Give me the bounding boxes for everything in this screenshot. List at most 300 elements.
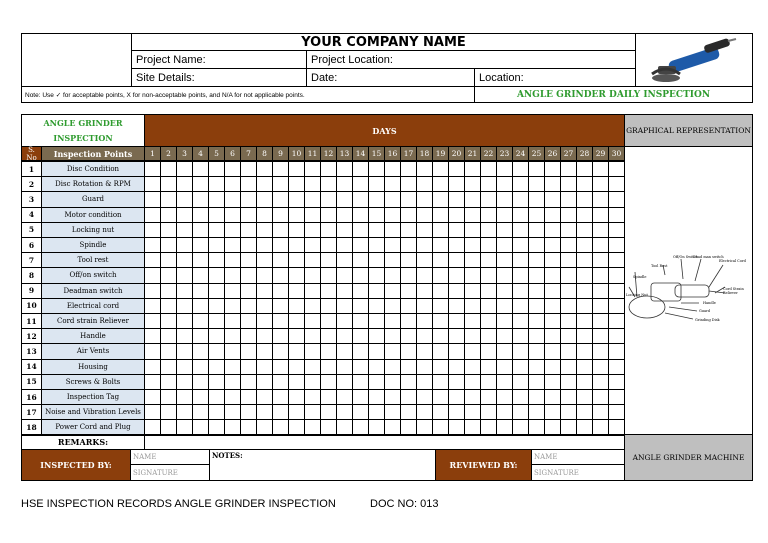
check-cell[interactable]	[560, 298, 577, 314]
check-cell[interactable]	[256, 298, 273, 314]
check-cell[interactable]	[432, 389, 449, 405]
check-cell[interactable]	[560, 328, 577, 344]
check-cell[interactable]	[416, 359, 433, 375]
check-cell[interactable]	[432, 374, 449, 390]
check-cell[interactable]	[576, 176, 593, 192]
check-cell[interactable]	[208, 283, 225, 299]
check-cell[interactable]	[288, 207, 305, 223]
check-cell[interactable]	[176, 374, 193, 390]
check-cell[interactable]	[464, 267, 481, 283]
check-cell[interactable]	[272, 252, 289, 268]
check-cell[interactable]	[368, 374, 385, 390]
check-cell[interactable]	[448, 237, 465, 253]
check-cell[interactable]	[336, 191, 353, 207]
check-cell[interactable]	[320, 389, 337, 405]
check-cell[interactable]	[208, 374, 225, 390]
check-cell[interactable]	[192, 374, 209, 390]
check-cell[interactable]	[496, 222, 513, 238]
inspector-name-field[interactable]	[130, 449, 210, 465]
check-cell[interactable]	[592, 222, 609, 238]
check-cell[interactable]	[352, 283, 369, 299]
check-cell[interactable]	[416, 176, 433, 192]
check-cell[interactable]	[560, 161, 577, 177]
check-cell[interactable]	[448, 374, 465, 390]
check-cell[interactable]	[592, 404, 609, 420]
check-cell[interactable]	[224, 161, 241, 177]
check-cell[interactable]	[560, 359, 577, 375]
check-cell[interactable]	[240, 176, 257, 192]
check-cell[interactable]	[336, 283, 353, 299]
check-cell[interactable]	[256, 404, 273, 420]
check-cell[interactable]	[352, 343, 369, 359]
check-cell[interactable]	[528, 404, 545, 420]
check-cell[interactable]	[240, 283, 257, 299]
check-cell[interactable]	[144, 283, 161, 299]
check-cell[interactable]	[352, 328, 369, 344]
check-cell[interactable]	[448, 267, 465, 283]
check-cell[interactable]	[304, 237, 321, 253]
check-cell[interactable]	[496, 389, 513, 405]
check-cell[interactable]	[448, 283, 465, 299]
check-cell[interactable]	[272, 191, 289, 207]
check-cell[interactable]	[400, 161, 417, 177]
site-details-field[interactable]	[131, 68, 307, 87]
check-cell[interactable]	[336, 343, 353, 359]
check-cell[interactable]	[384, 359, 401, 375]
check-cell[interactable]	[272, 222, 289, 238]
check-cell[interactable]	[528, 222, 545, 238]
check-cell[interactable]	[192, 207, 209, 223]
check-cell[interactable]	[368, 191, 385, 207]
check-cell[interactable]	[592, 359, 609, 375]
check-cell[interactable]	[224, 328, 241, 344]
check-cell[interactable]	[336, 298, 353, 314]
check-cell[interactable]	[192, 389, 209, 405]
check-cell[interactable]	[384, 176, 401, 192]
check-cell[interactable]	[560, 404, 577, 420]
check-cell[interactable]	[192, 328, 209, 344]
check-cell[interactable]	[240, 374, 257, 390]
check-cell[interactable]	[432, 161, 449, 177]
check-cell[interactable]	[208, 404, 225, 420]
check-cell[interactable]	[176, 343, 193, 359]
check-cell[interactable]	[544, 283, 561, 299]
check-cell[interactable]	[512, 237, 529, 253]
check-cell[interactable]	[256, 359, 273, 375]
notes-field[interactable]	[209, 449, 436, 481]
check-cell[interactable]	[352, 176, 369, 192]
check-cell[interactable]	[288, 359, 305, 375]
check-cell[interactable]	[384, 267, 401, 283]
check-cell[interactable]	[496, 298, 513, 314]
check-cell[interactable]	[320, 374, 337, 390]
check-cell[interactable]	[304, 343, 321, 359]
reviewer-name-field[interactable]	[531, 449, 625, 465]
check-cell[interactable]	[304, 161, 321, 177]
check-cell[interactable]	[416, 389, 433, 405]
check-cell[interactable]	[512, 313, 529, 329]
check-cell[interactable]	[368, 298, 385, 314]
check-cell[interactable]	[208, 389, 225, 405]
check-cell[interactable]	[448, 404, 465, 420]
check-cell[interactable]	[416, 298, 433, 314]
check-cell[interactable]	[480, 328, 497, 344]
check-cell[interactable]	[496, 404, 513, 420]
check-cell[interactable]	[464, 237, 481, 253]
check-cell[interactable]	[592, 207, 609, 223]
check-cell[interactable]	[176, 283, 193, 299]
check-cell[interactable]	[528, 359, 545, 375]
check-cell[interactable]	[528, 298, 545, 314]
check-cell[interactable]	[240, 389, 257, 405]
check-cell[interactable]	[304, 313, 321, 329]
check-cell[interactable]	[144, 237, 161, 253]
check-cell[interactable]	[592, 237, 609, 253]
check-cell[interactable]	[560, 207, 577, 223]
check-cell[interactable]	[432, 267, 449, 283]
check-cell[interactable]	[496, 359, 513, 375]
check-cell[interactable]	[432, 222, 449, 238]
check-cell[interactable]	[224, 252, 241, 268]
check-cell[interactable]	[288, 161, 305, 177]
check-cell[interactable]	[144, 176, 161, 192]
check-cell[interactable]	[288, 404, 305, 420]
check-cell[interactable]	[496, 252, 513, 268]
check-cell[interactable]	[160, 374, 177, 390]
check-cell[interactable]	[192, 237, 209, 253]
check-cell[interactable]	[192, 313, 209, 329]
check-cell[interactable]	[288, 374, 305, 390]
check-cell[interactable]	[400, 389, 417, 405]
check-cell[interactable]	[400, 176, 417, 192]
check-cell[interactable]	[368, 237, 385, 253]
check-cell[interactable]	[464, 328, 481, 344]
check-cell[interactable]	[432, 283, 449, 299]
check-cell[interactable]	[240, 207, 257, 223]
check-cell[interactable]	[384, 161, 401, 177]
check-cell[interactable]	[368, 389, 385, 405]
check-cell[interactable]	[464, 359, 481, 375]
check-cell[interactable]	[512, 343, 529, 359]
check-cell[interactable]	[336, 176, 353, 192]
check-cell[interactable]	[368, 404, 385, 420]
check-cell[interactable]	[144, 343, 161, 359]
check-cell[interactable]	[256, 328, 273, 344]
check-cell[interactable]	[496, 237, 513, 253]
check-cell[interactable]	[576, 404, 593, 420]
check-cell[interactable]	[224, 237, 241, 253]
check-cell[interactable]	[272, 237, 289, 253]
check-cell[interactable]	[416, 283, 433, 299]
check-cell[interactable]	[592, 267, 609, 283]
check-cell[interactable]	[416, 374, 433, 390]
check-cell[interactable]	[288, 298, 305, 314]
check-cell[interactable]	[544, 207, 561, 223]
check-cell[interactable]	[576, 161, 593, 177]
check-cell[interactable]	[544, 176, 561, 192]
check-cell[interactable]	[176, 389, 193, 405]
check-cell[interactable]	[496, 328, 513, 344]
check-cell[interactable]	[528, 191, 545, 207]
check-cell[interactable]	[496, 161, 513, 177]
check-cell[interactable]	[192, 283, 209, 299]
check-cell[interactable]	[400, 191, 417, 207]
check-cell[interactable]	[144, 207, 161, 223]
check-cell[interactable]	[352, 389, 369, 405]
check-cell[interactable]	[608, 313, 625, 329]
check-cell[interactable]	[608, 207, 625, 223]
check-cell[interactable]	[320, 283, 337, 299]
check-cell[interactable]	[304, 222, 321, 238]
check-cell[interactable]	[512, 283, 529, 299]
check-cell[interactable]	[448, 191, 465, 207]
check-cell[interactable]	[256, 252, 273, 268]
check-cell[interactable]	[304, 176, 321, 192]
check-cell[interactable]	[256, 161, 273, 177]
check-cell[interactable]	[576, 237, 593, 253]
check-cell[interactable]	[272, 283, 289, 299]
check-cell[interactable]	[224, 222, 241, 238]
check-cell[interactable]	[336, 237, 353, 253]
inspector-signature-field[interactable]	[130, 464, 210, 481]
check-cell[interactable]	[496, 191, 513, 207]
check-cell[interactable]	[160, 298, 177, 314]
check-cell[interactable]	[544, 343, 561, 359]
check-cell[interactable]	[240, 359, 257, 375]
check-cell[interactable]	[144, 328, 161, 344]
check-cell[interactable]	[448, 313, 465, 329]
check-cell[interactable]	[336, 359, 353, 375]
check-cell[interactable]	[224, 298, 241, 314]
check-cell[interactable]	[464, 283, 481, 299]
check-cell[interactable]	[368, 343, 385, 359]
check-cell[interactable]	[544, 161, 561, 177]
check-cell[interactable]	[256, 267, 273, 283]
check-cell[interactable]	[400, 252, 417, 268]
check-cell[interactable]	[352, 359, 369, 375]
check-cell[interactable]	[416, 313, 433, 329]
check-cell[interactable]	[528, 283, 545, 299]
check-cell[interactable]	[160, 207, 177, 223]
check-cell[interactable]	[480, 404, 497, 420]
check-cell[interactable]	[528, 207, 545, 223]
check-cell[interactable]	[528, 176, 545, 192]
check-cell[interactable]	[464, 389, 481, 405]
check-cell[interactable]	[512, 222, 529, 238]
check-cell[interactable]	[368, 161, 385, 177]
check-cell[interactable]	[560, 176, 577, 192]
check-cell[interactable]	[176, 359, 193, 375]
check-cell[interactable]	[608, 161, 625, 177]
check-cell[interactable]	[288, 252, 305, 268]
check-cell[interactable]	[256, 222, 273, 238]
check-cell[interactable]	[448, 328, 465, 344]
check-cell[interactable]	[320, 252, 337, 268]
check-cell[interactable]	[240, 252, 257, 268]
check-cell[interactable]	[480, 267, 497, 283]
check-cell[interactable]	[176, 176, 193, 192]
check-cell[interactable]	[576, 313, 593, 329]
check-cell[interactable]	[352, 374, 369, 390]
check-cell[interactable]	[320, 161, 337, 177]
check-cell[interactable]	[432, 252, 449, 268]
check-cell[interactable]	[512, 359, 529, 375]
check-cell[interactable]	[256, 207, 273, 223]
check-cell[interactable]	[352, 161, 369, 177]
check-cell[interactable]	[528, 343, 545, 359]
project-name-field[interactable]	[131, 50, 307, 69]
check-cell[interactable]	[496, 374, 513, 390]
check-cell[interactable]	[288, 328, 305, 344]
check-cell[interactable]	[144, 222, 161, 238]
check-cell[interactable]	[368, 359, 385, 375]
check-cell[interactable]	[272, 161, 289, 177]
check-cell[interactable]	[144, 359, 161, 375]
remarks-field[interactable]	[144, 434, 625, 450]
check-cell[interactable]	[544, 389, 561, 405]
check-cell[interactable]	[240, 404, 257, 420]
check-cell[interactable]	[560, 237, 577, 253]
check-cell[interactable]	[224, 313, 241, 329]
check-cell[interactable]	[144, 161, 161, 177]
check-cell[interactable]	[592, 374, 609, 390]
check-cell[interactable]	[480, 207, 497, 223]
check-cell[interactable]	[432, 298, 449, 314]
check-cell[interactable]	[464, 404, 481, 420]
check-cell[interactable]	[368, 328, 385, 344]
check-cell[interactable]	[304, 207, 321, 223]
reviewer-signature-field[interactable]	[531, 464, 625, 481]
check-cell[interactable]	[608, 298, 625, 314]
check-cell[interactable]	[352, 267, 369, 283]
check-cell[interactable]	[256, 176, 273, 192]
check-cell[interactable]	[448, 389, 465, 405]
check-cell[interactable]	[336, 374, 353, 390]
check-cell[interactable]	[320, 298, 337, 314]
check-cell[interactable]	[288, 222, 305, 238]
check-cell[interactable]	[176, 252, 193, 268]
check-cell[interactable]	[320, 313, 337, 329]
check-cell[interactable]	[576, 283, 593, 299]
check-cell[interactable]	[144, 298, 161, 314]
check-cell[interactable]	[384, 298, 401, 314]
check-cell[interactable]	[160, 389, 177, 405]
check-cell[interactable]	[480, 313, 497, 329]
check-cell[interactable]	[352, 222, 369, 238]
check-cell[interactable]	[448, 161, 465, 177]
check-cell[interactable]	[384, 222, 401, 238]
check-cell[interactable]	[288, 343, 305, 359]
check-cell[interactable]	[176, 298, 193, 314]
check-cell[interactable]	[416, 328, 433, 344]
check-cell[interactable]	[560, 267, 577, 283]
check-cell[interactable]	[240, 237, 257, 253]
check-cell[interactable]	[592, 252, 609, 268]
check-cell[interactable]	[544, 359, 561, 375]
check-cell[interactable]	[416, 222, 433, 238]
check-cell[interactable]	[192, 252, 209, 268]
check-cell[interactable]	[544, 313, 561, 329]
check-cell[interactable]	[224, 389, 241, 405]
check-cell[interactable]	[336, 389, 353, 405]
check-cell[interactable]	[336, 313, 353, 329]
check-cell[interactable]	[272, 343, 289, 359]
check-cell[interactable]	[208, 222, 225, 238]
check-cell[interactable]	[352, 298, 369, 314]
check-cell[interactable]	[160, 328, 177, 344]
check-cell[interactable]	[144, 389, 161, 405]
check-cell[interactable]	[352, 404, 369, 420]
check-cell[interactable]	[176, 237, 193, 253]
check-cell[interactable]	[576, 328, 593, 344]
check-cell[interactable]	[224, 359, 241, 375]
check-cell[interactable]	[240, 222, 257, 238]
check-cell[interactable]	[160, 313, 177, 329]
check-cell[interactable]	[592, 176, 609, 192]
check-cell[interactable]	[400, 404, 417, 420]
check-cell[interactable]	[528, 389, 545, 405]
check-cell[interactable]	[272, 176, 289, 192]
check-cell[interactable]	[304, 374, 321, 390]
check-cell[interactable]	[560, 191, 577, 207]
check-cell[interactable]	[384, 313, 401, 329]
check-cell[interactable]	[416, 252, 433, 268]
check-cell[interactable]	[304, 328, 321, 344]
check-cell[interactable]	[448, 252, 465, 268]
check-cell[interactable]	[256, 313, 273, 329]
check-cell[interactable]	[576, 359, 593, 375]
check-cell[interactable]	[208, 267, 225, 283]
check-cell[interactable]	[432, 343, 449, 359]
check-cell[interactable]	[608, 389, 625, 405]
check-cell[interactable]	[400, 359, 417, 375]
check-cell[interactable]	[192, 343, 209, 359]
check-cell[interactable]	[256, 389, 273, 405]
check-cell[interactable]	[464, 313, 481, 329]
check-cell[interactable]	[560, 343, 577, 359]
check-cell[interactable]	[496, 267, 513, 283]
check-cell[interactable]	[576, 298, 593, 314]
check-cell[interactable]	[368, 252, 385, 268]
check-cell[interactable]	[560, 313, 577, 329]
check-cell[interactable]	[320, 328, 337, 344]
check-cell[interactable]	[480, 343, 497, 359]
check-cell[interactable]	[176, 404, 193, 420]
check-cell[interactable]	[528, 313, 545, 329]
check-cell[interactable]	[480, 252, 497, 268]
check-cell[interactable]	[288, 283, 305, 299]
check-cell[interactable]	[288, 313, 305, 329]
check-cell[interactable]	[192, 404, 209, 420]
check-cell[interactable]	[272, 298, 289, 314]
check-cell[interactable]	[208, 313, 225, 329]
check-cell[interactable]	[144, 374, 161, 390]
check-cell[interactable]	[448, 343, 465, 359]
check-cell[interactable]	[320, 237, 337, 253]
check-cell[interactable]	[608, 191, 625, 207]
check-cell[interactable]	[240, 313, 257, 329]
check-cell[interactable]	[448, 207, 465, 223]
check-cell[interactable]	[304, 252, 321, 268]
check-cell[interactable]	[576, 343, 593, 359]
check-cell[interactable]	[224, 207, 241, 223]
check-cell[interactable]	[576, 191, 593, 207]
check-cell[interactable]	[592, 328, 609, 344]
check-cell[interactable]	[176, 161, 193, 177]
check-cell[interactable]	[608, 267, 625, 283]
check-cell[interactable]	[608, 359, 625, 375]
check-cell[interactable]	[560, 389, 577, 405]
